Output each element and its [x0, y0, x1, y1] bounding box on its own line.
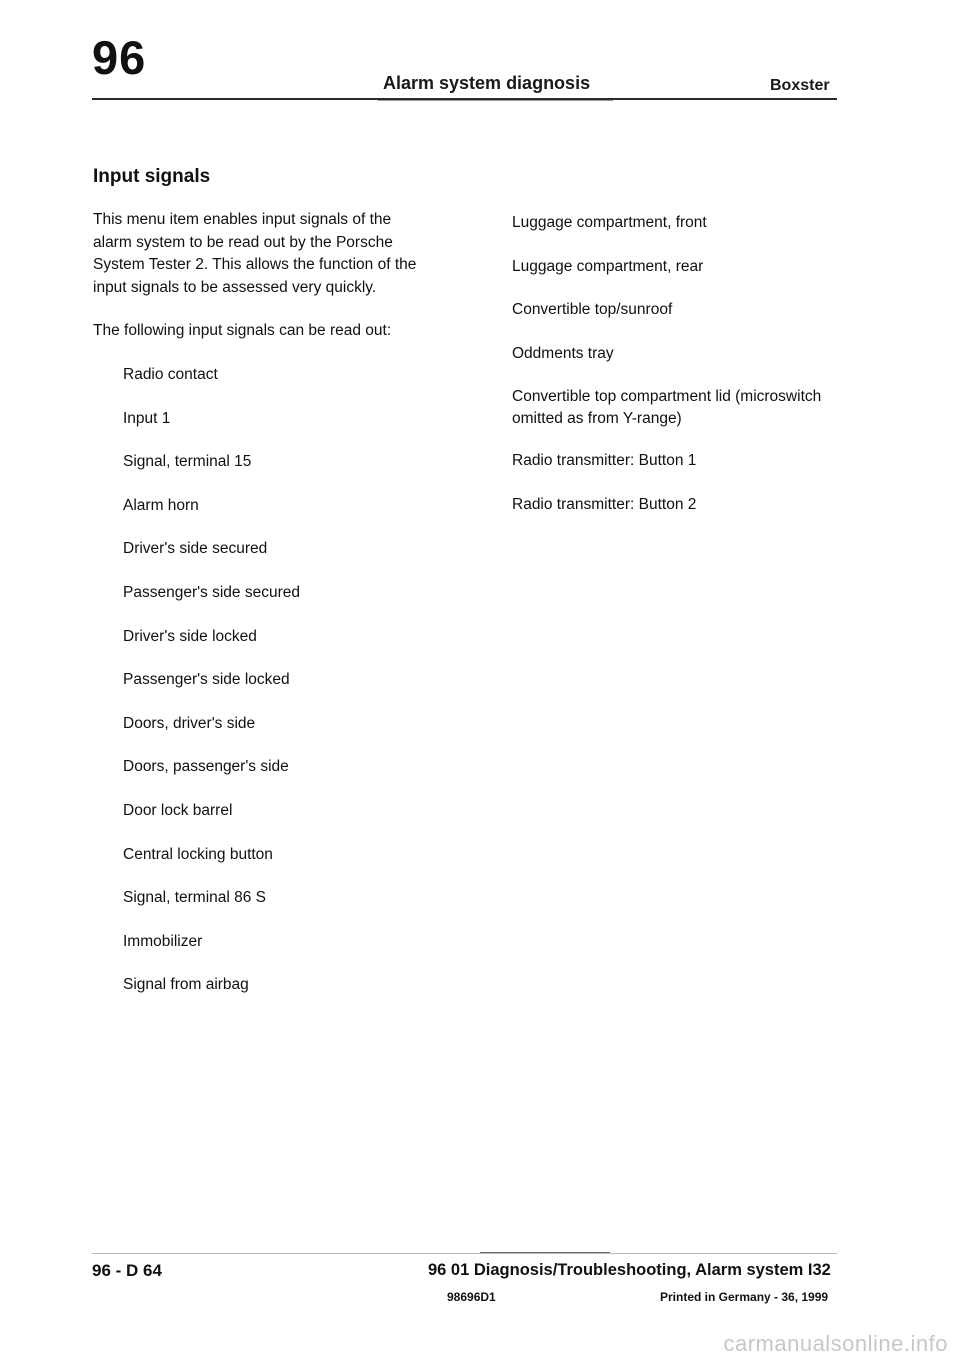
header-model: Boxster — [770, 77, 830, 94]
list-item: Doors, passenger's side — [123, 758, 289, 776]
list-item: Immobilizer — [123, 932, 203, 950]
list-item: Radio transmitter: Button 2 — [512, 495, 697, 513]
print-info: Printed in Germany - 36, 1999 — [660, 1290, 829, 1304]
footer-title: 96 01 Diagnosis/Troubleshooting, Alarm system I32 — [428, 1261, 831, 1279]
list-item: Input 1 — [123, 409, 171, 427]
signal-list-left — [123, 365, 300, 1019]
list-item: Luggage compartment, front — [512, 214, 707, 231]
list-item: Radio contact — [123, 366, 218, 383]
list-item: Radio transmitter: Button 1 — [512, 452, 697, 469]
header-title: Alarm system diagnosis — [383, 73, 591, 93]
list-item: Door lock barrel — [123, 801, 233, 819]
list-item: Signal from airbag — [123, 976, 249, 994]
list-item: Passenger's side locked — [123, 671, 290, 689]
list-item: Driver's side locked — [123, 627, 257, 645]
lead-sentence: The following input signals can be read out: — [93, 322, 392, 339]
signal-list-right — [512, 212, 842, 537]
watermark: carmanualsonline.info — [723, 1331, 948, 1356]
document-number: 98696D1 — [447, 1290, 496, 1304]
list-item: Oddments tray — [512, 344, 614, 362]
list-item: Luggage compartment, rear — [512, 257, 704, 275]
list-item: Convertible top compartment lid (microswitch omitted as from Y-range) — [512, 388, 822, 427]
header-rule-accent — [378, 100, 613, 101]
page-number: 96 - D 64 — [92, 1261, 162, 1280]
list-item: Signal, terminal 86 S — [123, 889, 267, 907]
section-heading: Input signals — [93, 166, 211, 187]
list-item: Alarm horn — [123, 496, 199, 514]
list-item: Doors, driver's side — [123, 714, 256, 732]
chapter-number: 96 — [92, 31, 147, 84]
list-item: Convertible top/sunroof — [512, 301, 673, 318]
list-item: Signal, terminal 15 — [123, 453, 252, 471]
footer-rule-accent — [480, 1252, 610, 1253]
list-item: Passenger's side secured — [123, 583, 301, 601]
list-item: Central locking button — [123, 845, 273, 863]
list-item: Driver's side secured — [123, 540, 268, 558]
footer-rule — [92, 1253, 837, 1254]
intro-paragraph: This menu item enables input signals of the alarm system to be read out by the Porsche System Tester 2. This allows the function of the input signals to be assessed very quickly. — [93, 211, 417, 296]
